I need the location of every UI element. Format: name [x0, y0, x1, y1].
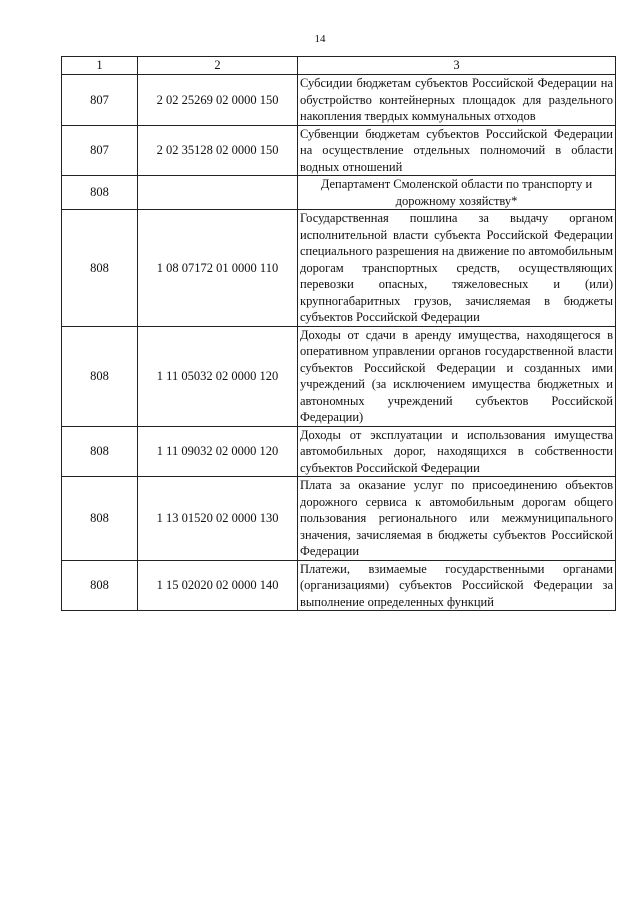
admin-code-cell: 807: [62, 75, 138, 126]
revenue-code-cell: 1 15 02020 02 0000 140: [138, 560, 298, 611]
admin-code-cell: 807: [62, 125, 138, 176]
table-row: [62, 326, 616, 426]
page-number: 14: [314, 33, 326, 45]
admin-code-cell: 808: [62, 176, 138, 210]
column-header: 2: [138, 57, 298, 75]
revenue-code-cell: 1 08 07172 01 0000 110: [138, 210, 298, 327]
revenue-code-cell: 1 13 01520 02 0000 130: [138, 477, 298, 561]
table-row: [62, 210, 616, 327]
admin-code-cell: 808: [62, 477, 138, 561]
table-row: [62, 75, 616, 126]
table-row: [62, 560, 616, 611]
revenue-code-cell: 1 11 09032 02 0000 120: [138, 426, 298, 477]
revenue-code-cell: [138, 176, 298, 210]
revenue-name-cell: Государственная пошлина за выдачу органом исполнительной власти субъекта Российской Федерации специального разрешения на движение по автомобильным дорогам транспортных средств, осуществляющих перевозки опасных, тяжеловесных и (или) крупногабаритных грузов, зачисляемая в бюджеты субъектов Российской Федерации: [298, 210, 616, 327]
revenue-name-cell: Доходы от эксплуатации и использования имущества автомобильных дорог, находящихся в собственности субъектов Российской Федерации: [298, 426, 616, 477]
revenue-name-cell: Доходы от сдачи в аренду имущества, находящегося в оперативном управлении органов государственной власти субъектов Российской Федерации и созданных ими учреждений (за исключением имущества бюджетных и автономных учреждений субъектов Российской Федерации): [298, 326, 616, 426]
table-row: [62, 125, 616, 176]
revenue-name-cell: Платежи, взимаемые государственными органами (организациями) субъектов Российской Федерации за выполнение определенных функций: [298, 560, 616, 611]
column-header: 3: [298, 57, 616, 75]
admin-code-cell: 808: [62, 560, 138, 611]
admin-code-cell: 808: [62, 426, 138, 477]
table-header-row: [62, 57, 616, 75]
revenue-code-cell: 2 02 25269 02 0000 150: [138, 75, 298, 126]
revenue-code-cell: 1 11 05032 02 0000 120: [138, 326, 298, 426]
table-row-department-heading: [62, 176, 616, 210]
revenue-name-cell: Субвенции бюджетам субъектов Российской Федерации на осуществление отдельных полномочий в области водных отношений: [298, 125, 616, 176]
table-row: [62, 426, 616, 477]
revenue-name-cell: Плата за оказание услуг по присоединению объектов дорожного сервиса к автомобильным дорогам общего пользования регионального или межмуниципального значения, зачисляемая в бюджеты субъектов Российской Федерации: [298, 477, 616, 561]
column-header: 1: [62, 57, 138, 75]
table-row: [62, 477, 616, 561]
revenue-name-cell: Субсидии бюджетам субъектов Российской Федерации на обустройство контейнерных площадок для раздельного накопления твердых коммунальных отходов: [298, 75, 616, 126]
revenue-code-cell: 2 02 35128 02 0000 150: [138, 125, 298, 176]
admin-code-cell: 808: [62, 326, 138, 426]
department-name-cell: Департамент Смоленской области по транспорту и дорожному хозяйству*: [298, 176, 616, 210]
revenue-codes-table: [61, 56, 616, 611]
admin-code-cell: 808: [62, 210, 138, 327]
